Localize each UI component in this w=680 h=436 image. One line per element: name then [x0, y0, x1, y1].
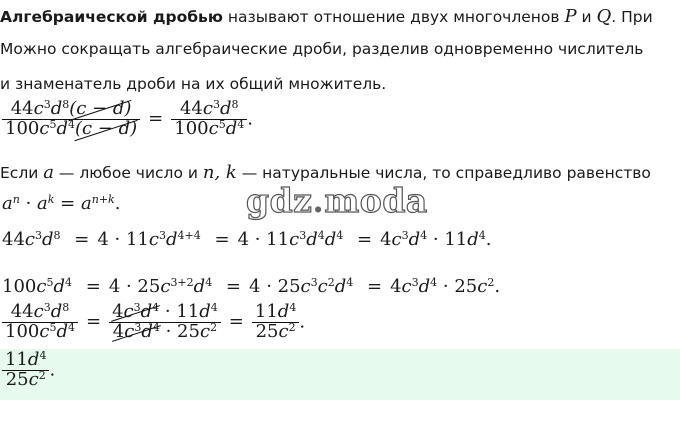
- vars-n-k: n, k: [202, 162, 237, 183]
- answer-box: [0, 349, 680, 400]
- power-rule-formula: $a^n \cdot a^k = a^{n+k}$.: [2, 192, 121, 214]
- var-a: a: [43, 162, 54, 183]
- var-q: Q: [596, 6, 612, 27]
- var-p: P: [564, 6, 577, 27]
- cancelled-factor-den: (c − d): [74, 117, 138, 139]
- fraction-1-rhs: $\frac{44c^3d^8}{100c^5d^4}$: [171, 100, 247, 139]
- equation-denominator-expansion: $100c^5d^4 = 4 \cdot 25c^{3+2}d^4 = 4 \cdot 25c^3c^2d^4 = 4c^3d^4 \cdot 25c^2$.: [2, 275, 501, 297]
- definition-end: . При: [611, 8, 653, 26]
- reduce-rule-line-2: и знаменатель дроби на их общий множитель.: [0, 75, 387, 93]
- power-rule-line: Если a — любое число и n, k — натуральные числа, то справедливо равенство: [0, 162, 651, 183]
- reduce-rule-line-1: Можно сокращать алгебраические дроби, разделив одновременно числитель: [0, 40, 644, 58]
- equals-sign: =: [148, 108, 164, 130]
- cancelled-factor-num: (c − d): [69, 98, 132, 119]
- equation-1: $\frac{44c^3d^8(c - d)}{100c^5d^4(c - d)}$ = $\frac{44c^3d^8}{100c^5d^4}$ .: [2, 100, 253, 139]
- fraction-5-c: $\frac{11d^4}{25c^2}$: [252, 303, 299, 342]
- definition-term: Алгебраической дробью: [0, 8, 223, 26]
- equation-simplification: $\frac{44c^3d^8}{100c^5d^4}$ = $\frac{4c^3d^4 \cdot 11d^4}{4c^3d^4 \cdot 25c^2}$ = $\frac{11d^4}{25c^2}$ .: [2, 303, 305, 349]
- fraction-1-lhs: $\frac{44c^3d^8(c - d)}{100c^5d^4(c - d)}$: [2, 100, 140, 139]
- fraction-5-b: $\frac{4c^3d^4 \cdot 11d^4}{4c^3d^4 \cdot 25c^2}$: [109, 303, 221, 342]
- definition-text: называют отношение двух многочленов: [222, 8, 565, 26]
- and-word: и: [576, 8, 597, 26]
- fraction-5-a: $\frac{44c^3d^8}{100c^5d^4}$: [2, 303, 78, 342]
- definition-line: [0, 6, 653, 27]
- equation-numerator-expansion: $44c^3d^8 = 4 \cdot 11c^3d^{4+4} = 4 \cdot 11c^3d^4d^4 = 4c^3d^4 \cdot 11d^4$.: [2, 228, 492, 250]
- watermark-logo: gdz.moda: [246, 181, 428, 220]
- answer-fraction: $\frac{11d^4}{25c^2}$ .: [2, 351, 55, 400]
